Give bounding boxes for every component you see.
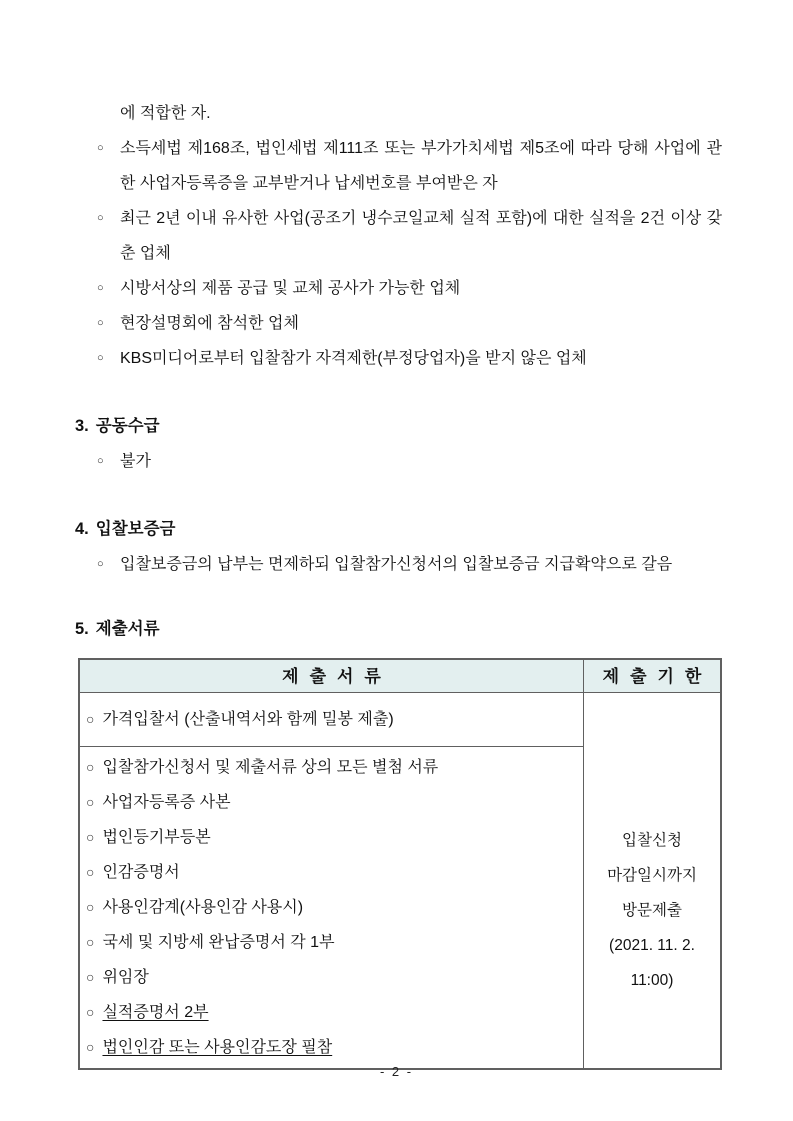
qualification-item-text: KBS미디어로부터 입찰참가 자격제한(부정당업자)을 받지 않은 업체 <box>120 350 587 367</box>
document-item-text: 국세 및 지방세 완납증명서 각 1부 <box>102 934 335 951</box>
document-item-text: 법인인감 또는 사용인감도장 필참 <box>102 1039 333 1056</box>
document-item <box>80 890 583 925</box>
continuation-line: 에 적합한 자. <box>120 105 211 122</box>
qualification-item-text: 현장설명회에 참석한 업체 <box>120 315 299 332</box>
section-bullet <box>75 547 722 582</box>
qualification-list <box>75 131 722 376</box>
qualification-item <box>75 271 722 306</box>
deadline-line: (2021. 11. 2. <box>609 937 695 954</box>
table-bullet-icon: ○ <box>86 794 95 810</box>
deadline-line: 입찰신청 <box>622 832 682 849</box>
document-item-text: 위임장 <box>102 969 149 986</box>
table-bullet-icon: ○ <box>86 864 95 880</box>
document-item <box>80 750 583 785</box>
section-number: 5. <box>75 620 89 638</box>
list-bullet-icon: ○ <box>97 352 104 364</box>
document-item-text: 법인등기부등본 <box>102 829 211 846</box>
document-item <box>80 1030 583 1065</box>
section-title: 제출서류 <box>95 620 160 638</box>
page-number: - 2 - <box>379 1064 414 1079</box>
price-bid-row <box>80 693 583 747</box>
qualification-item <box>75 306 722 341</box>
section-heading <box>75 409 722 444</box>
document-item-text: 사용인감계(사용인감 사용시) <box>102 899 304 916</box>
qualification-item <box>75 341 722 376</box>
qualification-item-text: 소득세법 제168조, 법인세법 제111조 또는 부가가치세법 제5조에 따라 당해 사업에 관한 사업자등록증을 교부받거나 납세번호를 부여받은 자 <box>120 140 722 192</box>
list-bullet-icon: ○ <box>97 558 104 570</box>
section-bullet-text: 불가 <box>120 453 151 470</box>
deadline-cell <box>584 693 720 1068</box>
list-bullet-icon: ○ <box>97 142 104 154</box>
table-bullet-icon: ○ <box>86 711 95 727</box>
header-deadline-label: 제출기한 <box>602 666 713 686</box>
deadline-line: 마감일시까지 <box>607 867 697 884</box>
price-bid-text: 가격입찰서 (산출내역서와 함께 밀봉 제출) <box>102 711 394 728</box>
document-item-text: 실적증명서 2부 <box>102 1004 209 1021</box>
table-bullet-icon: ○ <box>86 934 95 950</box>
document-item-text: 사업자등록증 사본 <box>102 794 231 811</box>
qualification-item <box>75 201 722 271</box>
deadline-line: 11:00) <box>630 972 674 989</box>
document-item <box>80 820 583 855</box>
table-bullet-icon: ○ <box>86 1004 95 1020</box>
document-item-text: 입찰참가신청서 및 제출서류 상의 모든 별첨 서류 <box>102 759 439 776</box>
header-cell-deadline <box>584 660 720 692</box>
document-body <box>75 96 722 1070</box>
document-item <box>80 855 583 890</box>
qualification-item <box>75 131 722 201</box>
section-number: 3. <box>75 417 89 435</box>
table-body <box>80 693 720 1068</box>
section-bid-bond <box>75 512 722 582</box>
qualification-item-text: 시방서상의 제품 공급 및 교체 공사가 가능한 업체 <box>120 280 461 297</box>
document-item <box>80 925 583 960</box>
table-bullet-icon: ○ <box>86 829 95 845</box>
deadline-line: 방문제출 <box>622 902 682 919</box>
header-cell-documents <box>80 660 584 692</box>
section-title: 입찰보증금 <box>95 520 176 538</box>
list-bullet-icon: ○ <box>97 212 104 224</box>
list-bullet-icon: ○ <box>97 282 104 294</box>
document-item <box>80 995 583 1030</box>
section-title: 공동수급 <box>95 417 160 435</box>
section-joint-supply <box>75 409 722 479</box>
section-bullet-text: 입찰보증금의 납부는 면제하되 입찰참가신청서의 입찰보증금 지급확약으로 갈음 <box>120 556 673 573</box>
section-heading <box>75 612 722 647</box>
section-number: 4. <box>75 520 89 538</box>
section-bullet <box>75 444 722 479</box>
table-bullet-icon: ○ <box>86 759 95 775</box>
documents-column <box>80 693 584 1068</box>
qualification-item-text: 최근 2년 이내 유사한 사업(공조기 냉수코일교체 실적 포함)에 대한 실적을 2건 이상 갖춘 업체 <box>120 210 722 262</box>
table-header-row <box>80 660 720 693</box>
submission-documents-table <box>78 658 722 1070</box>
document-item-text: 인감증명서 <box>102 864 180 881</box>
section-submission-documents <box>75 612 722 647</box>
document-item-list <box>80 747 583 1068</box>
table-bullet-icon: ○ <box>86 899 95 915</box>
list-bullet-icon: ○ <box>97 317 104 329</box>
table-bullet-icon: ○ <box>86 1039 95 1055</box>
list-bullet-icon: ○ <box>97 455 104 467</box>
document-item <box>80 785 583 820</box>
section-heading <box>75 512 722 547</box>
document-item <box>80 960 583 995</box>
table-bullet-icon: ○ <box>86 969 95 985</box>
header-documents-label: 제출서류 <box>282 666 392 686</box>
